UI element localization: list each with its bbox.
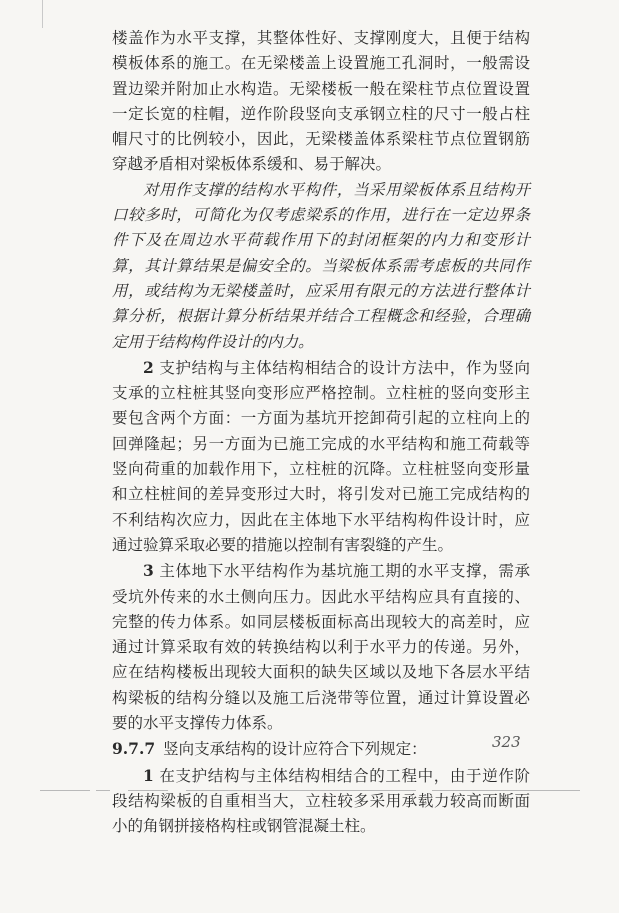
paragraph-2: 对用作支撑的结构水平构件，当采用梁板体系且结构开口较多时，可简化为仅考虑梁系的作用，进行在一定边界条件下及在周边水平荷载作用下的封闭框架的内力和变形计算，其计算结果是偏安全的。当梁板体系需考虑板的共同作用，或结构为无梁楼盖时，应采用有限元的方法进行整体计算分析，根据计算分析结果并结合工程概念和经验，合理确定用于结构构件设计的内力。 xyxy=(112,180,530,351)
list-item-3 xyxy=(112,558,530,736)
scan-artifact-line xyxy=(432,790,580,791)
clause-text: 竖向支承结构的设计应符合下列规定： xyxy=(163,740,427,759)
scan-artifact-line xyxy=(186,790,416,791)
page-number: 323 xyxy=(492,733,521,751)
list-item-number: 2 xyxy=(143,357,154,377)
paragraph-1: 楼盖作为水平支撑，其整体性好、支撑刚度大，且便于结构模板体系的施工。在无梁楼盖上设置施工孔洞时，一般需设置边梁并附加止水构造。无梁楼板一般在梁柱节点位置设置一定长宽的柱帽，逆作阶段竖向支承钢立柱的尺寸一般占柱帽尺寸的比例较小，因此，无梁楼盖体系梁柱节点位置钢筋穿越矛盾相对梁板体系缓和、易于解决。 xyxy=(112,29,530,174)
body-text xyxy=(112,26,530,840)
scan-edge-mark xyxy=(42,0,43,28)
list-item-number: 3 xyxy=(143,561,154,581)
scan-artifact-line xyxy=(40,790,90,791)
list-item-text: 在支护结构与主体结构相结合的工程中，由于逆作阶段结构梁板的自重相当大，立柱较多采用承载力较高而断面小的角钢拼接格构柱或钢管混凝土柱。 xyxy=(112,766,530,836)
list-item-number: 1 xyxy=(143,765,154,785)
list-item-1 xyxy=(112,763,530,840)
list-item-2 xyxy=(112,355,530,558)
clause-number: 9.7.7 xyxy=(112,739,156,759)
clause-heading xyxy=(112,736,530,762)
scan-artifact-line xyxy=(128,790,168,791)
list-item-text: 主体地下水平结构作为基坑施工期的水平支撑，需承受坑外传来的水土侧向压力。因此水平结构应具有直接的、完整的传力体系。如同层楼板面标高出现较大的高差时，应通过计算采取有效的转换结构以利于水平力的传递。另外，应在结构楼板出现较大面积的缺失区域以及地下各层水平结构梁板的结构分缝以及施工后浇带等位置，通过计算设置必要的水平支撑传力体系。 xyxy=(112,562,530,733)
list-item-text: 支护结构与主体结构相结合的设计方法中，作为竖向支承的立柱桩其竖向变形应严格控制。立柱桩的竖向变形主要包含两个方面：一方面为基坑开挖卸荷引起的立柱向上的回弹隆起；另一方面为已施工完成的水平结构和施工荷载等竖向荷重的加载作用下，立柱桩的沉降。立柱桩竖向变形量和立柱桩间的差异变形过大时，将引发对已施工完成结构的不利结构次应力，因此在主体地下水平结构构件设计时，应通过验算采取必要的措施以控制有害裂缝的产生。 xyxy=(112,358,530,554)
scan-artifact-line xyxy=(96,790,110,791)
